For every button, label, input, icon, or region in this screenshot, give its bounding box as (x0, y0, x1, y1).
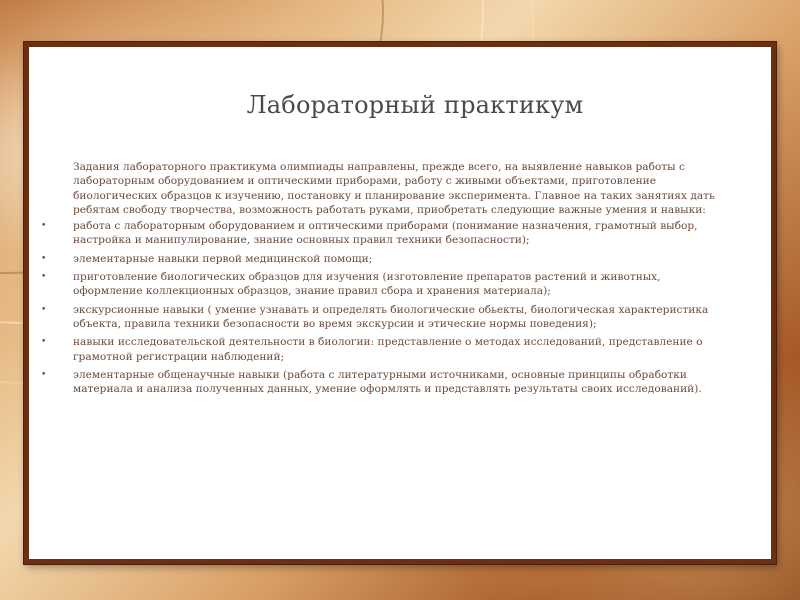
bullet-icon: • (41, 221, 47, 232)
list-item (41, 368, 731, 397)
list-item-text: элементарные общенаучные навыки (работа с литературными источниками, основные принципы обработки материала и анализа полученных данных, умение оформлять и представлять результаты своих исследований). (73, 368, 702, 396)
intro-paragraph: Задания лабораторного практикума олимпиады направлены, прежде всего, на выявление навыков работы с лабораторным оборудованием и оптическими приборами, работу с живыми объектами, приготовление биологических образцов к изучению, постановку и планирование эксперимента. Главное на таких занятиях дать ребятам свободу творчества, возможность работать руками, приобретать следующие важные умения и навыки: (73, 161, 715, 216)
bullet-icon: • (41, 337, 47, 348)
list-item-text: экскурсионные навыки ( умение узнавать и определять биологические обьекты, биологическая характеристика объекта, правила техники безопасности во время экскурсии и этические нормы поведения); (73, 303, 709, 330)
list-item (41, 270, 731, 299)
bullet-icon: • (41, 253, 47, 264)
list-item-text: приготовление биологических образцов для изучения (изготовление препаратов растений и животных, оформление коллекционных образцов, знание правил сбора и хранения материала); (73, 271, 661, 298)
skills-list (41, 219, 731, 396)
list-item-text: работа с лабораторным оборудованием и оптическими приборами (понимание назначения, грамотный выбор, настройка и манипулирование, знание основных правил техники безопасности); (73, 220, 698, 247)
list-item-text: элементарные навыки первой медицинской помощи; (73, 252, 373, 265)
slide-content-frame (24, 42, 776, 564)
bullet-icon: • (41, 304, 47, 315)
list-item (41, 252, 731, 266)
list-item (41, 335, 731, 364)
bullet-icon: • (41, 369, 47, 380)
slide-title: Лабораторный практикум (246, 91, 584, 119)
list-item (41, 219, 731, 248)
slide-body (41, 160, 731, 400)
bullet-icon: • (41, 272, 47, 283)
list-item (41, 303, 731, 332)
list-item-text: навыки исследовательской деятельности в биологии: представление о методах исследований, представление о грамотной регистрации наблюдений; (73, 336, 703, 363)
